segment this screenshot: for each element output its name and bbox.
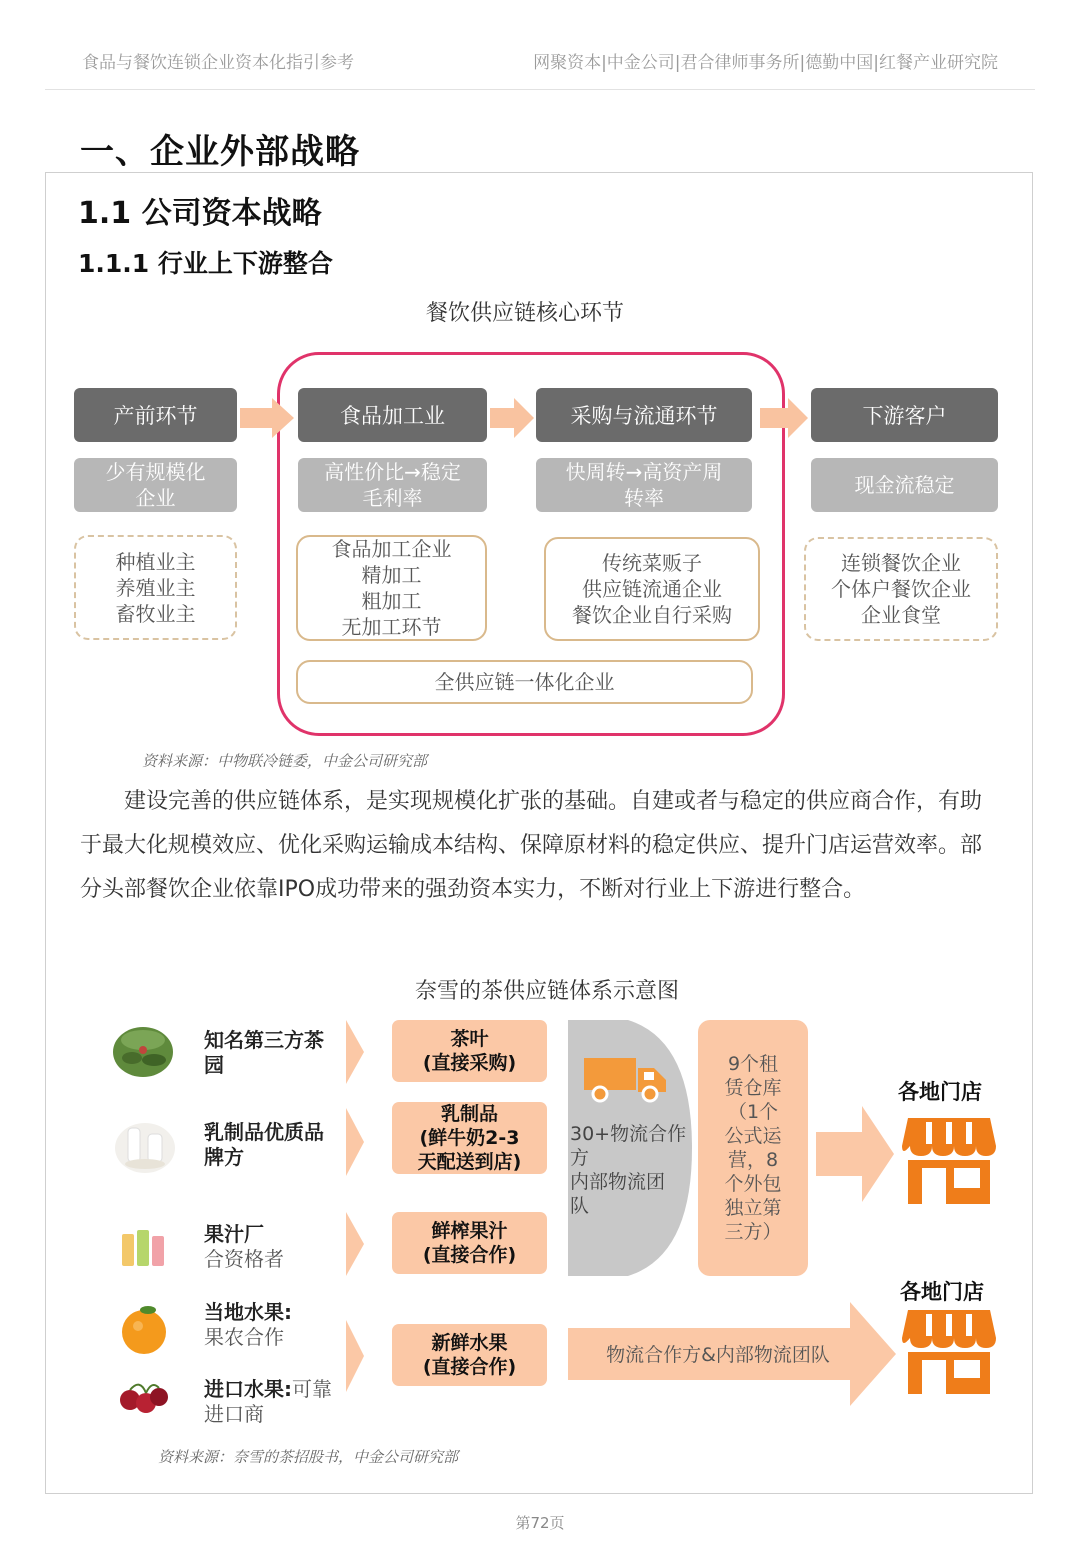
stage-procurement: 采购与流通环节: [536, 388, 752, 442]
supplier-juice: [204, 1222, 284, 1272]
example-item: 个体户餐饮企业: [831, 577, 971, 601]
stage-pre-production-examples: [74, 535, 237, 640]
chevron-right-icon: [346, 1108, 366, 1176]
supplier-sub: 果农合作: [204, 1325, 284, 1349]
feature-line: 快周转→高资产周: [565, 460, 723, 484]
product-line: 鲜榨果汁: [431, 1220, 508, 1242]
example-item: 种植业主: [115, 549, 196, 574]
warehouse-line: 9个租: [727, 1053, 779, 1075]
subsubsection-heading: 1.1.1 行业上下游整合: [78, 249, 333, 278]
product-line: (直接合作): [422, 1244, 517, 1266]
warehouse-box: [698, 1020, 808, 1276]
logistics-arrow-label: 物流合作方&内部物流团队: [606, 1344, 830, 1366]
store-icon: [902, 1306, 996, 1396]
arrow-1-icon: [240, 396, 296, 440]
example-item: 食品加工企业: [331, 537, 452, 561]
truck-icon: [584, 1054, 668, 1104]
product-line: (直接采购): [422, 1052, 517, 1074]
store-icon: [902, 1112, 996, 1206]
paragraph-text: 建设完善的供应链体系，是实现规模化扩张的基础。自建或者与稳定的供应商合作，有助于最大化规模效应、优化采购运输成本结构、保障原材料的稳定供应、提升门店运营效率。部分头部餐饮企业依靠IPO成功带来的强劲资本实力，不断对行业上下游进行整合。: [80, 789, 983, 902]
example-item: 传统菜贩子: [602, 551, 702, 575]
supplier-name: 进口水果:: [204, 1377, 292, 1401]
feature-line: 毛利率: [362, 486, 423, 510]
product-juice: [392, 1212, 547, 1274]
warehouse-line: 独立第: [724, 1197, 782, 1219]
feature-line: 转率: [624, 486, 664, 510]
product-line: (直接合作): [422, 1356, 517, 1378]
stage-procurement-feature: [536, 458, 752, 512]
warehouse-line: 营，8: [727, 1149, 779, 1171]
store-label-1: 各地门店: [898, 1080, 982, 1104]
feature-line: 现金流稳定: [854, 473, 955, 497]
supplier-imported-fruit: [204, 1377, 339, 1427]
stage-food-processing-examples: [296, 535, 487, 641]
product-line: (鲜牛奶2-3: [419, 1127, 520, 1149]
juice-icon: [118, 1224, 170, 1272]
chevron-right-icon: [346, 1212, 366, 1276]
stage-pre-production: 产前环节: [74, 388, 237, 442]
stage-food-processing-feature: [298, 458, 487, 512]
example-item: 供应链流通企业: [582, 577, 722, 601]
feature-line: 高性价比→稳定: [324, 460, 461, 484]
chevron-right-icon: [346, 1020, 366, 1084]
arrow-2-icon: [490, 396, 536, 440]
example-item: 粗加工: [361, 589, 422, 613]
product-tea: [392, 1020, 547, 1082]
supplier-sub: 可靠进口商: [204, 1377, 332, 1426]
logistics-line: 队: [570, 1195, 590, 1217]
example-item: 企业食堂: [861, 603, 941, 627]
product-line: 茶叶: [450, 1028, 489, 1050]
store-label-2: 各地门店: [900, 1280, 984, 1304]
diagram2-title: 奈雪的茶供应链体系示意图: [414, 979, 679, 1004]
stage-downstream: 下游客户: [811, 388, 998, 442]
header-divider: [45, 89, 1035, 90]
warehouse-line: 个外包: [724, 1173, 782, 1195]
warehouse-line: 公式运: [724, 1125, 782, 1147]
stage-pre-production-feature: [74, 458, 237, 512]
feature-line: 企业: [135, 486, 176, 510]
subsection-heading: 1.1 公司资本战略: [78, 196, 322, 231]
example-item: 畜牧业主: [115, 601, 196, 626]
arrow-3-icon: [760, 396, 810, 440]
example-item: 精加工: [361, 563, 422, 587]
warehouse-line: （1个: [727, 1101, 779, 1123]
supplier-local-fruit: [204, 1300, 292, 1350]
stage-downstream-feature: [811, 458, 998, 512]
chevron-right-icon: [346, 1320, 366, 1392]
supplier-name-cont: 牌方: [204, 1145, 244, 1169]
header-doc-title: 食品与餐饮连锁企业资本化指引参考: [82, 53, 354, 73]
logistics-line: 30+物流合作: [570, 1123, 687, 1145]
supplier-name: 果汁厂: [204, 1222, 264, 1246]
supplier-name: 乳制品优质品: [204, 1120, 324, 1144]
diagram2-source: 资料来源：奈雪的茶招股书，中金公司研究部: [158, 1448, 459, 1466]
orange-icon: [118, 1304, 170, 1354]
supplier-name-cont: 园: [204, 1053, 224, 1077]
example-item: 餐饮企业自行采购: [572, 603, 732, 627]
body-paragraph: [80, 780, 1000, 912]
example-item: 连锁餐饮企业: [841, 551, 961, 575]
example-item: 无加工环节: [341, 615, 442, 639]
tea-garden-icon: [112, 1022, 174, 1078]
supplier-name: 知名第三方茶: [204, 1028, 324, 1052]
feature-line: 少有规模化: [105, 460, 206, 484]
cherry-icon: [114, 1376, 172, 1416]
logistics-line: 方: [570, 1147, 590, 1169]
logistics-text: [570, 1122, 688, 1218]
page-number: 第72页: [515, 1514, 565, 1532]
stage-food-processing: 食品加工业: [298, 388, 487, 442]
diagram1-title: 餐饮供应链核心环节: [425, 301, 624, 326]
product-dairy: [392, 1102, 547, 1174]
integrated-chain-box: 全供应链一体化企业: [296, 660, 753, 704]
arrow-to-stores-icon: [816, 1106, 896, 1202]
section-heading: 一、企业外部战略: [80, 132, 360, 172]
warehouse-line: 三方）: [724, 1221, 782, 1243]
supplier-sub: 合资格者: [204, 1247, 284, 1271]
stage-downstream-examples: [804, 537, 998, 641]
product-line: 天配送到店): [417, 1151, 522, 1173]
product-fresh-fruit: [392, 1324, 547, 1386]
supplier-tea: [204, 1028, 324, 1078]
stage-procurement-examples: [544, 537, 760, 641]
supplier-dairy: [204, 1120, 324, 1170]
product-line: 乳制品: [440, 1103, 498, 1125]
warehouse-line: 赁仓库: [724, 1077, 782, 1099]
diagram1-source: 资料来源：中物联冷链委，中金公司研究部: [142, 752, 428, 770]
header-authors: 网聚资本|中金公司|君合律师事务所|德勤中国|红餐产业研究院: [533, 53, 998, 73]
logistics-line: 内部物流团: [570, 1171, 666, 1193]
example-item: 养殖业主: [115, 575, 196, 600]
dairy-icon: [114, 1118, 176, 1174]
supplier-name: 当地水果:: [204, 1300, 292, 1324]
product-line: 新鲜水果: [431, 1332, 508, 1354]
